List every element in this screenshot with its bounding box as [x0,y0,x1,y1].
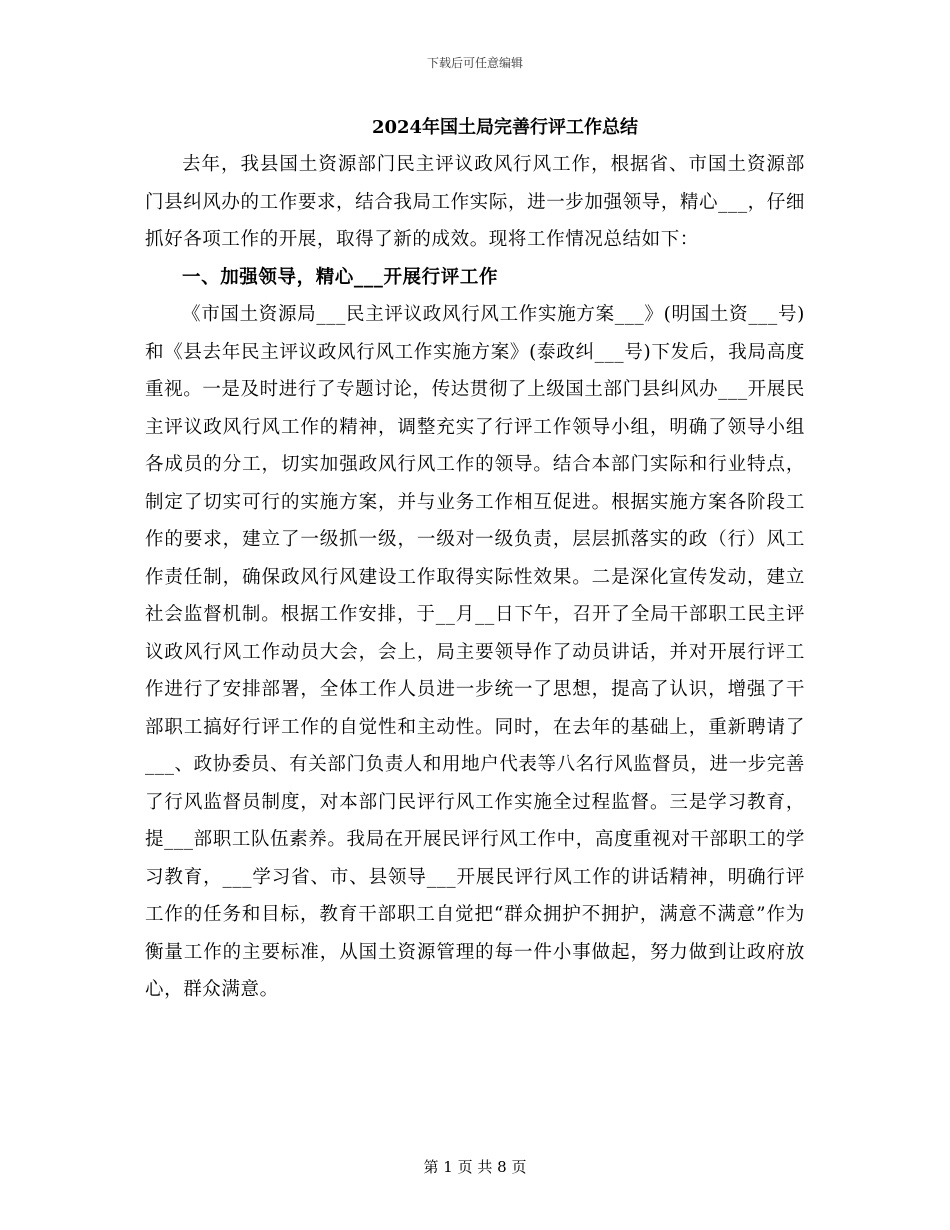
page-footer: 第 1 页 共 8 页 [423,1158,527,1176]
document-title: 2024年国土局完善行评工作总结 [371,117,639,138]
document-body [145,112,805,1009]
section-heading: 一、加强领导，精心___开展行评工作 [182,266,499,288]
intro-paragraph: 去年，我县国土资源部门民主评议政风行风工作，根据省、市国土资源部门县纠风办的工作要求，结合我局工作实际，进一步加强领导，精心___，仔细抓好各项工作的开展，取得了新的成效。现将工作情况总结如下： [145,154,805,250]
header-note: 下载后可任意编辑 [426,56,523,70]
section-body-paragraph: 《市国土资源局___民主评议政风行风工作实施方案___》(明国土资___号)和《县去年民主评议政风行风工作实施方案》(泰政纠___号)下发后，我局高度重视。一是及时进行了专题讨论，传达贯彻了上级国土部门县纠风办___开展民主评议政风行风工作的精神，调整充实了行评工作领导小组，明确了领导小组各成员的分工，切实加强政风行风工作的领导。结合本部门实际和行业特点，制定了切实可行的实施方案，并与业务工作相互促进。根据实施方案各阶段工作的要求，建立了一级抓一级，一级对一级负责，层层抓落实的政（行）风工作责任制，确保政风行风建设工作取得实际性效果。二是深化宣传发动，建立社会监督机制。根据工作安排，于__月__日下午，召开了全局干部职工民主评议政风行风工作动员大会，会上，局主要领导作了动员讲话，并对开展行评工作进行了安排部署，全体工作人员进一步统一了思想，提高了认识，增强了干部职工搞好行评工作的自觉性和主动性。同时，在去年的基础上，重新聘请了___、政协委员、有关部门负责人和用地户代表等八名行风监督员，进一步完善了行风监督员制度，对本部门民评行风工作实施全过程监督。三是学习教育，提___部职工队伍素养。我局在开展民评行风工作中，高度重视对干部职工的学习教育，___学习省、市、县领导___开展民评行风工作的讲话精神，明确行评工作的任务和目标，教育干部职工自觉把“群众拥护不拥护，满意不满意”作为衡量工作的主要标准，从国土资源管理的每一件小事做起，努力做到让政府放心，群众满意。 [145,304,805,1000]
